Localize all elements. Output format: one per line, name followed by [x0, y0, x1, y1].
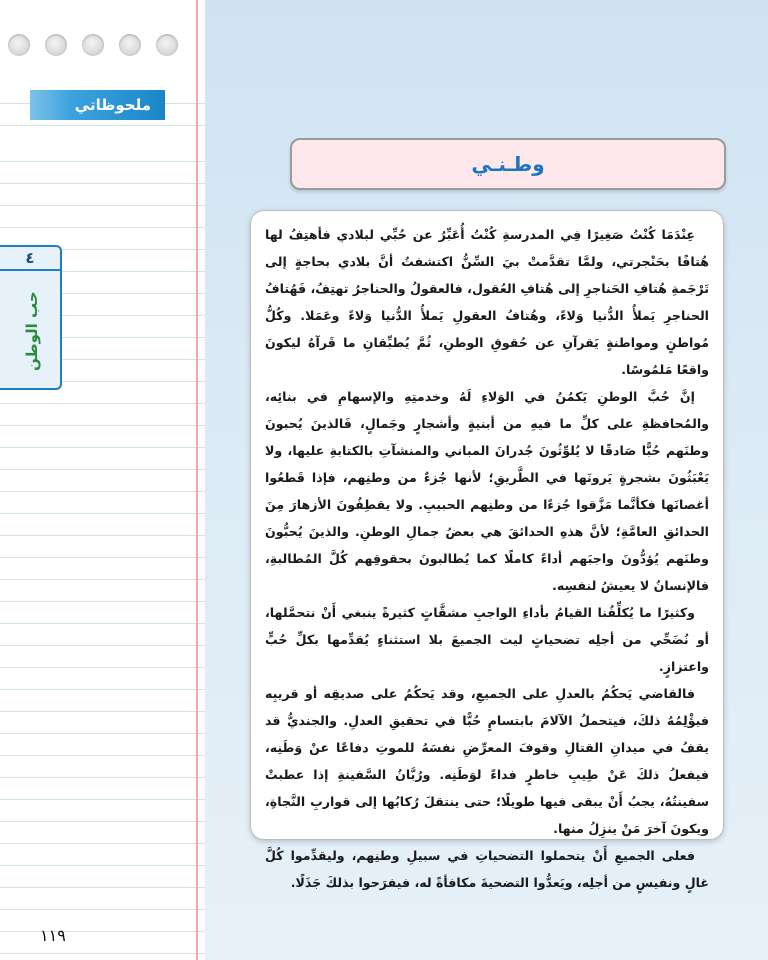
- binder-hole-icon: [45, 34, 67, 56]
- paragraph: عِنْدَمَا كُنْتُ صَغِيرًا فِي المدرسةِ كُنْتُ أُعَبِّرُ عن حُبِّي لبلادي فأهتِفُ لها هُتافًا بحَنْجرتي، ولمَّا تقدَّمتْ بيَ السِّنُّ اكتشفتُ أنَّ بلادي بحاجةٍ إلى تَرْجَمةِ هُتافِ الحَناجرِ إلى هُتافِ العُقول، فالعقولُ والحناجرُ تهتِفُ، فَهُتافُ الحناجرِ يَملأُ الدُّنيا وَلاءً، وهُتافُ العقولِ يَملأُ الدُّنيا وَلاءً وعَمَلا. وكُلُّ مُواطنٍ ومواطنةٍ يَقرآنِ عن حُقوقِ الوطنِ، ثُمَّ يُطبِّقانِ ما قَرآهُ ليكونَ واقعًا مَلمُوسًا.: [265, 227, 709, 377]
- paragraph: فعلى الجميعِ أَنْ يتحملوا التضحياتِ في سبيلِ وطنِهم، وليقدِّموا كُلَّ غالٍ ونفيسٍ من أجلِه، ويَعدُّوا التضحيةَ مكافأةً له، فيفرَحوا بذلكَ جَذَلًا.: [265, 848, 709, 890]
- notes-label: ملحوظاتي: [30, 90, 165, 120]
- binder-hole-icon: [8, 34, 30, 56]
- unit-number: ٤: [0, 247, 60, 271]
- binder-hole-icon: [156, 34, 178, 56]
- paragraph: فالقاضي يَحكُمُ بالعدلِ على الجميعِ، وقد يَحكُمُ على صديقِه أو قريبِه فيؤْلِمُهُ ذلكَ، فيتحملُ الآلامَ بابتسامٍ حُبًّا في تحقيقِ العدلِ. والجنديُّ قد يقفُ في ميدانِ القتالِ وقوفَ المعرِّضِ نفسَهُ للموتِ دفاعًا عنْ وَطَنِه، فيفعلُ ذلكَ عَنْ طِيبِ خاطرٍ فداءً لوَطَنِه. ورُبَّانُ السَّفينةِ إذا عطبتْ سفينتُهُ، يجبُ أَنْ يبقى فيها طويلًا؛ حتى ينتقلَ رُكابُها إلى قواربِ النَّجاةِ، ويكونَ آخرَ مَنْ ينزِلُ منها.: [265, 686, 709, 836]
- paragraph: وكثيرًا ما يُكلِّفُنا القيامُ بأداءِ الواجبِ مشقَّاتٍ كثيرةً ينبغي أَنْ نتحمَّلها، أو نُضَحِّي من أجلِه تضحياتٍ ليت الجميعَ بلا استثناءٍ يُقدِّمها بكلِّ حُبٍّ واعتزازٍ.: [265, 605, 709, 674]
- notebook-margin: [0, 0, 205, 960]
- lesson-title: وطـنـي: [290, 138, 726, 190]
- binder-hole-icon: [82, 34, 104, 56]
- binder-holes: [0, 34, 205, 62]
- margin-line: [196, 0, 198, 960]
- page-number: ١١٩: [40, 926, 66, 945]
- unit-tab: [0, 245, 62, 390]
- lesson-text-card: [250, 210, 724, 890]
- unit-title: حب الوطن: [23, 291, 41, 371]
- binder-hole-icon: [119, 34, 141, 56]
- paragraph: إنَّ حُبَّ الوطنِ يَكمُنُ في الوَلاءِ لَهُ وخدمتِهِ والإسهامِ في بنائِه، والمُحافظةِ على كلِّ ما فيهِ من أبنيةٍ وأشجارٍ وجَمالٍ، فَالذينَ يُحبونَ وطنَهم حُبًّا صَادقًا لا يُلوِّثُونَ جُدرانَ المباني والمنشآتِ بالكتابةِ عليها، ولا يَعْبَثُونَ بشجرةٍ يَرونَها في الطَّريقِ؛ لأنها جُزءٌ من وطنِهم، فإذا قَطعُوا أغصانَها فكأنَّما مَزَّقوا جُزءًا من وطنِهم الحبيبِ. ولا يقطِفُونَ الأزهارَ مِنَ الحدائقِ العامَّةِ؛ لأنَّ هذهِ الحدائقَ هي بعضُ جمالِ الوطنِ. والذينَ يُحبُّونَ وطنَهم يُؤدُّونَ واجبَهم أداءً كاملًا كما يُطالبونَ بحقوقِهم كُلَّ المُطالبةِ، فالإنسانُ لا يعيشُ لنفسِه.: [265, 389, 709, 593]
